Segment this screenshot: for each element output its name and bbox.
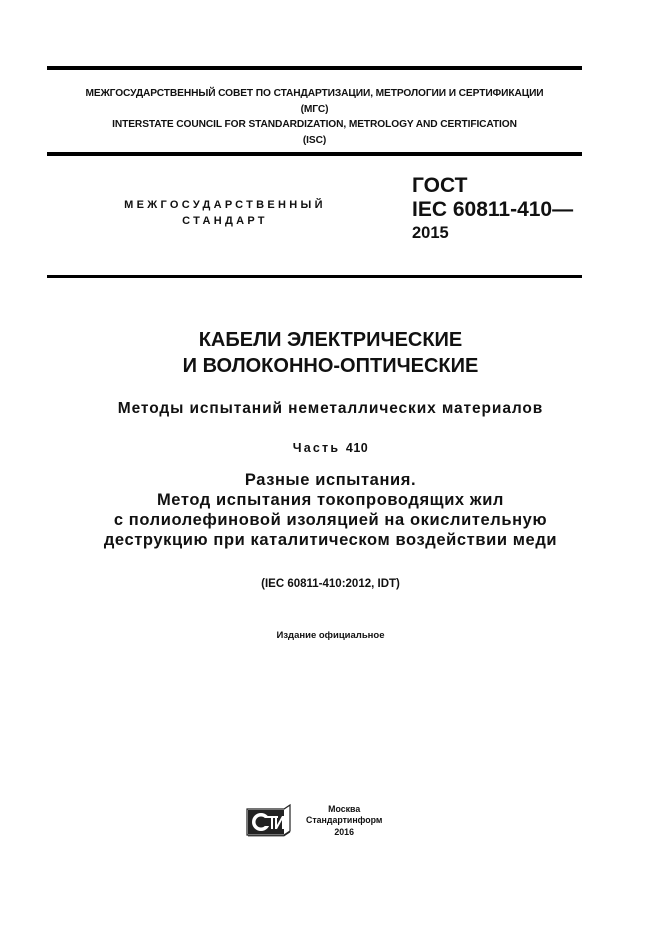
council-name-ru: МЕЖГОСУДАРСТВЕННЫЙ СОВЕТ ПО СТАНДАРТИЗАЦИИ, МЕТРОЛОГИИ И СЕРТИФИКАЦИИ: [85, 88, 544, 99]
title-line2: И ВОЛОКОННО-ОПТИЧЕСКИЕ: [182, 355, 479, 377]
publisher-name: Стандартинформ: [306, 815, 383, 826]
gost-label: ГОСТ: [412, 174, 468, 197]
bottom-rule: [47, 275, 582, 278]
document-title: [0, 327, 661, 379]
test-title-line: деструкцию при каталитическом воздействии меди: [103, 531, 558, 549]
title-line1: КАБЕЛИ ЭЛЕКТРИЧЕСКИЕ: [198, 329, 463, 351]
standard-number: IEC 60811-410—: [412, 198, 574, 221]
top-rule: [47, 66, 582, 70]
council-header: [47, 86, 582, 148]
test-title-line: с полиолефиновой изоляцией на окислительную: [113, 511, 548, 529]
standard-type-label: [90, 197, 360, 229]
standard-designation: [412, 174, 573, 244]
edition-note: Издание официальное: [276, 630, 385, 641]
test-method-title: [0, 470, 661, 550]
publisher-block: [244, 803, 382, 839]
council-abbr-en: (ISC): [302, 134, 327, 146]
part-number: 410: [345, 441, 369, 455]
document-subtitle: Методы испытаний неметаллических материалов: [117, 400, 544, 417]
publisher-city: Москва: [328, 803, 361, 814]
standard-year: 2015: [412, 224, 449, 242]
council-abbr-ru: (МГС): [300, 103, 329, 115]
publisher-year: 2016: [334, 826, 354, 837]
standard-type-line2: СТАНДАРТ: [182, 215, 268, 227]
council-name-en: INTERSTATE COUNCIL FOR STANDARDIZATION, METROLOGY AND CERTIFICATION: [112, 119, 517, 130]
iec-reference: (IEC 60811-410:2012, IDT): [261, 578, 400, 590]
standartinform-logo-icon: [244, 803, 294, 839]
standard-type-line1: МЕЖГОСУДАРСТВЕННЫЙ: [124, 199, 326, 211]
test-title-line: Разные испытания.: [244, 471, 417, 489]
part-label: Часть: [292, 441, 341, 455]
test-title-line: Метод испытания токопроводящих жил: [156, 491, 505, 509]
publisher-info: [306, 804, 382, 839]
middle-rule: [47, 152, 582, 156]
part-heading: [0, 441, 661, 455]
